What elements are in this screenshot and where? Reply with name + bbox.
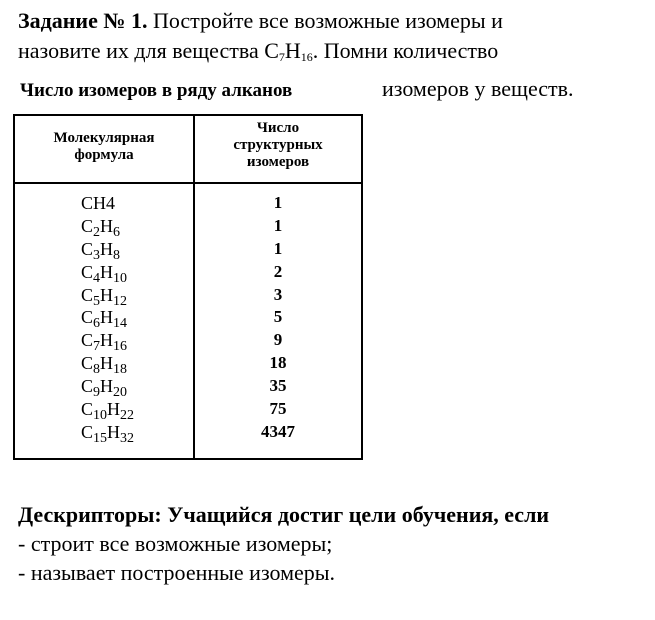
header-formula-line: формула [74,147,134,163]
molecular-formula: $C_5H_{12}$ [81,284,128,309]
table-row [15,398,361,424]
header-formula [15,130,193,164]
header-count-line: Число [256,120,300,136]
isomer-count: 3 [273,284,283,304]
task-line-1-text: Постройте все возможные изомеры и [152,8,503,33]
table-row [15,329,361,355]
molecular-formula: $C_4H_{10}$ [81,261,128,286]
molecular-formula: $C_{15}H_{32}$ [81,421,135,446]
table-row [15,352,361,378]
header-count-line: изомеров [246,154,310,170]
molecular-formula: $C_7H_{16}$ [81,330,128,355]
isomer-count: 1 [273,193,283,212]
table-row [15,261,361,284]
table-row [15,421,361,444]
isomer-count: 1 [273,238,283,258]
table-title: Число изомеров в ряду алканов [20,80,293,101]
isomer-count: 5 [273,307,283,327]
descriptors-heading: Дескрипторы: Учащийся достиг цели обучения, если [18,502,550,527]
task-line-2-text: назовите их для вещества С [18,38,279,63]
table-row [15,215,361,238]
task-line-2-rest: . Помни количество [312,38,499,63]
table-row [15,192,361,215]
isomer-count: 4347 [261,421,295,441]
isomer-count: 35 [269,376,287,396]
isomer-count: 1 [273,215,283,235]
header-formula-line: Молекулярная [53,130,155,146]
header-count [195,120,361,171]
task-formula-h: Н [284,38,301,63]
task-formula-sub-c: 7 [278,50,285,64]
task-line-2 [18,36,648,66]
task-block [18,6,648,66]
task-line-3: изомеров у веществ. [382,76,574,101]
task-line-1 [18,6,648,36]
molecular-formula: $C_3H_8$ [81,238,121,263]
task-formula-sub-h: 16 [300,50,313,64]
task-label: Задание № 1. [18,8,148,33]
table-row [15,306,361,332]
molecular-formula: $C_{10}H_{22}$ [81,399,135,424]
table-rows [15,192,361,444]
descriptor-item: - строит все возможные изомеры; [18,531,333,556]
molecular-formula: $C_2H_6$ [81,215,121,240]
isomer-count: 18 [269,353,287,373]
table-row [15,238,361,261]
isomer-count: 75 [269,399,287,419]
isomer-table [13,114,363,460]
isomer-count: 9 [273,330,283,350]
molecular-formula: CH4 [81,193,116,213]
header-count-line: структурных [233,137,323,153]
table-header-divider [15,182,361,184]
descriptor-item: - называет построенные изомеры. [18,560,336,585]
isomer-count: 2 [273,261,283,281]
molecular-formula: $C_9H_{20}$ [81,376,128,401]
descriptors-block [18,500,653,587]
molecular-formula: $C_8H_{18}$ [81,353,128,378]
molecular-formula: $C_6H_{14}$ [81,307,128,332]
table-row [15,375,361,401]
table-row [15,284,361,307]
